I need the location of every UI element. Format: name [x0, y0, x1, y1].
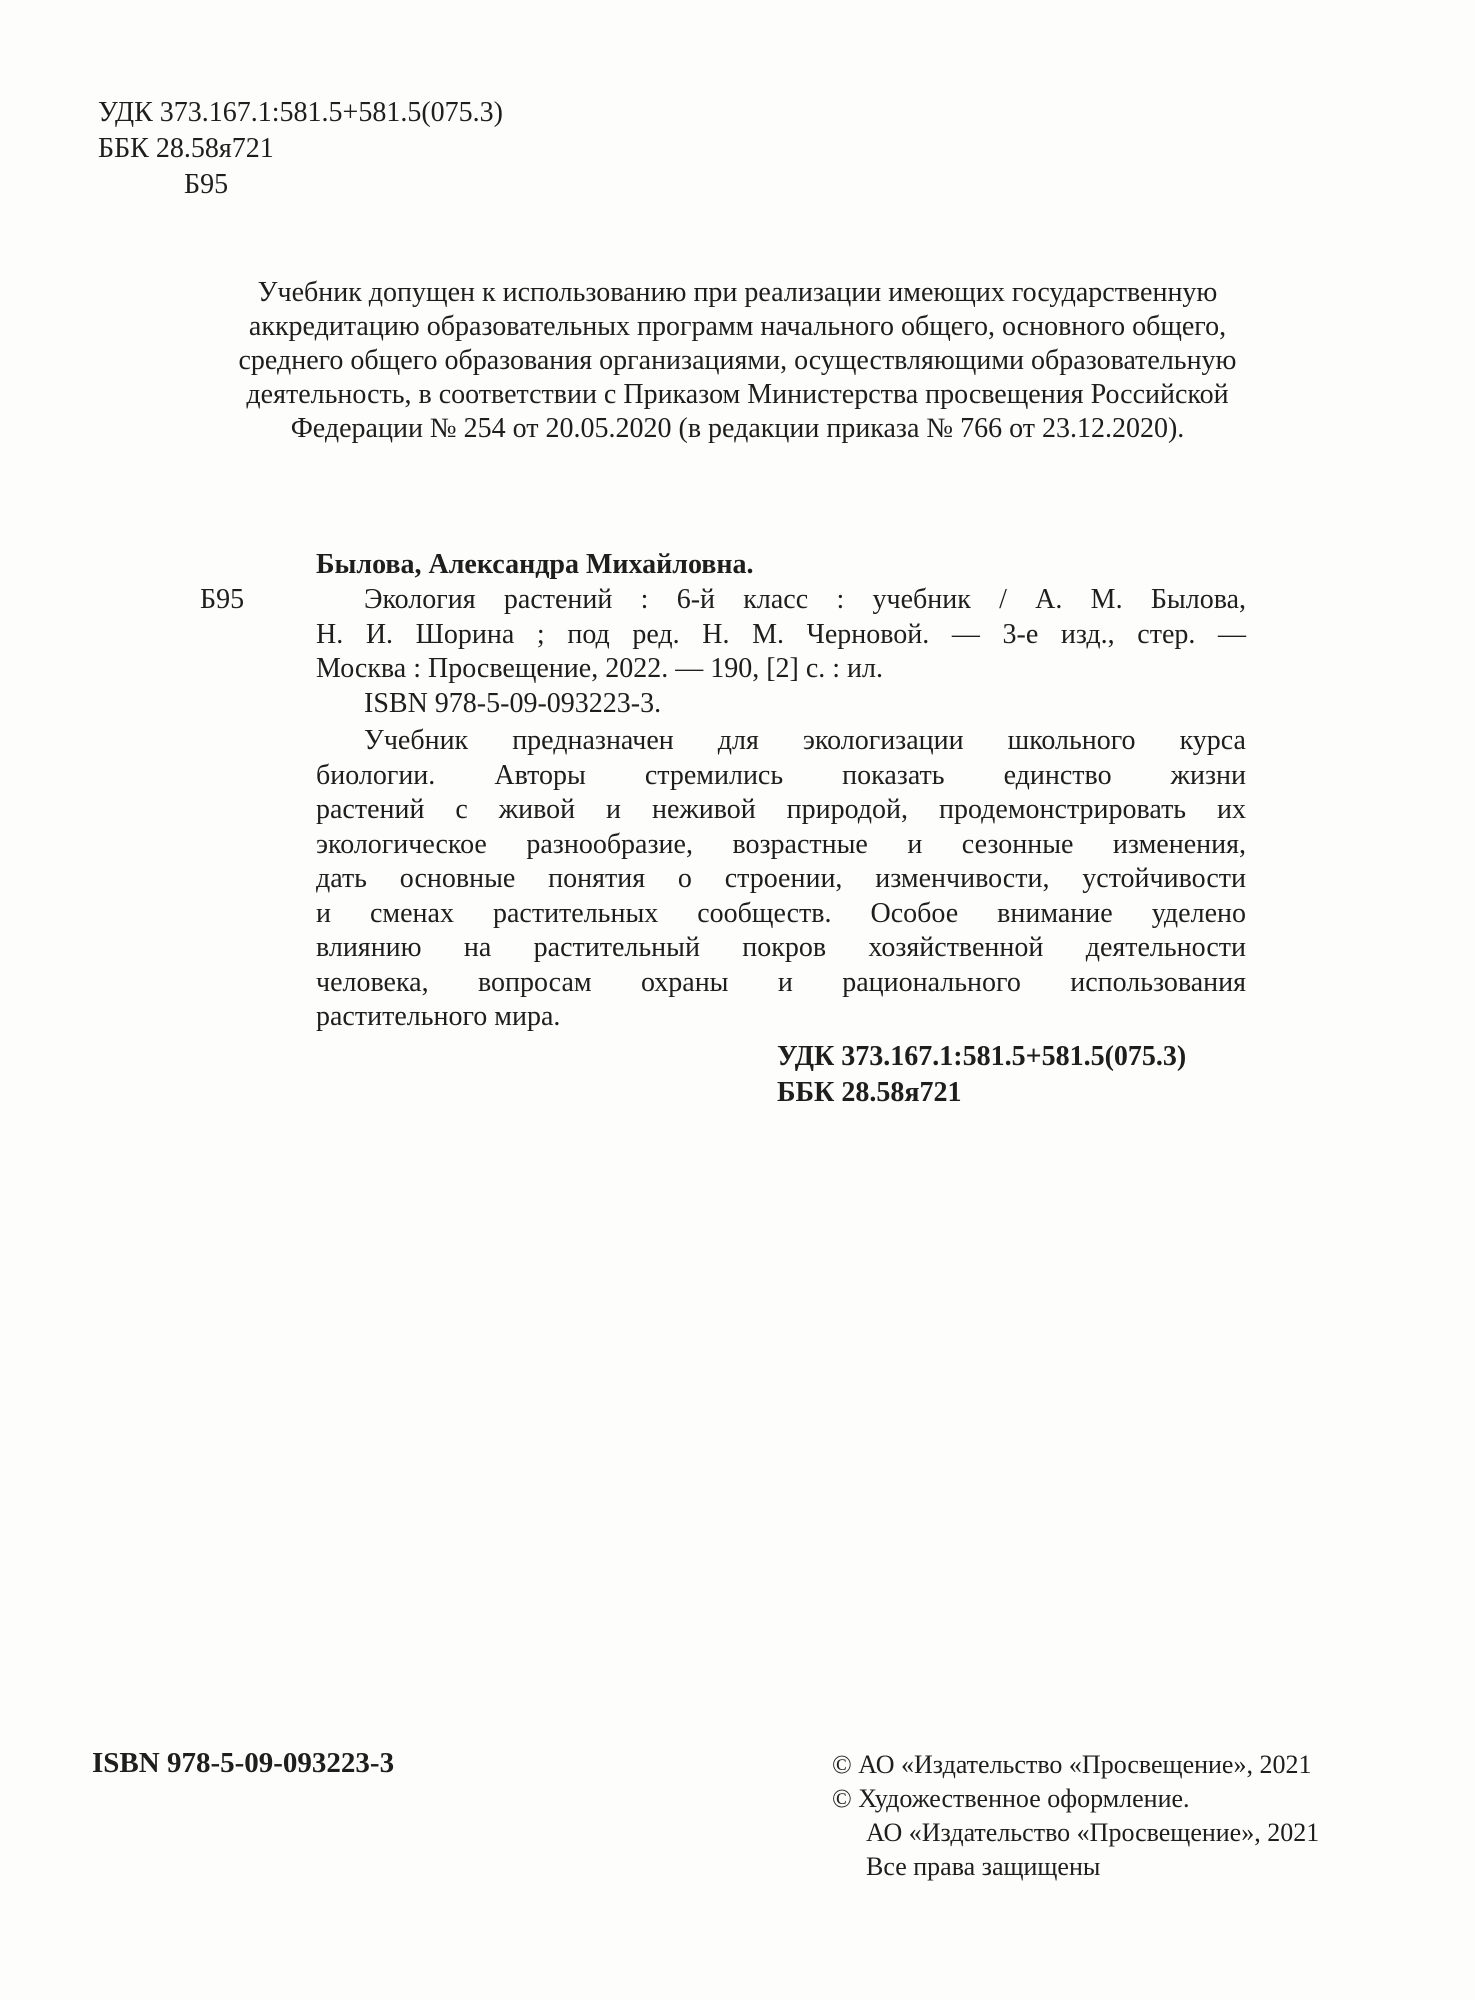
approval-line: аккредитацию образовательных программ начального общего, основного общего,: [248, 311, 1227, 342]
approval-line: Учебник допущен к использованию при реализации имеющих государственную: [257, 277, 1218, 308]
author-heading: Былова, Александра Михайловна.: [316, 549, 754, 580]
annotation-line: человека, вопросам охраны и рационального использования: [316, 966, 1246, 998]
copyright-line: АО «Издательство «Просвещение», 2021: [866, 1818, 1320, 1847]
catalog-bbk: ББК 28.58я721: [777, 1077, 962, 1108]
description-line: Н. И. Шорина ; под ред. Н. М. Черновой. — 3-е изд., стер. —: [316, 618, 1246, 650]
annotation-line: растительного мира.: [316, 1001, 561, 1032]
description-line: Экология растений : 6-й класс : учебник / А. М. Былова,: [364, 584, 1246, 615]
annotation-line: дать основные понятия о строении, изменчивости, устойчивости: [316, 863, 1246, 894]
annotation-line: и сменах растительных сообществ. Особое внимание уделено: [316, 897, 1246, 929]
approval-line: деятельность, в соответствии с Приказом Министерства просвещения Российской: [246, 379, 1229, 410]
copyright-line: © АО «Издательство «Просвещение», 2021: [832, 1750, 1312, 1779]
approval-line: среднего общего образования организациями, осуществляющими образовательную: [238, 345, 1237, 376]
copyright-line: © Художественное оформление.: [832, 1784, 1190, 1813]
header-bbk: ББК 28.58я721: [98, 133, 274, 164]
catalog-description: [316, 583, 1246, 687]
annotation-line: Учебник предназначен для экологизации школьного курса: [364, 725, 1246, 756]
annotation-line: влиянию на растительный покров хозяйственной деятельности: [316, 932, 1246, 963]
catalog-annotation: [316, 724, 1246, 1035]
header-udk: УДК 373.167.1:581.5+581.5(075.3): [98, 97, 503, 128]
annotation-line: экологическое разнообразие, возрастные и сезонные изменения,: [316, 828, 1246, 860]
catalog-udk: УДК 373.167.1:581.5+581.5(075.3): [777, 1041, 1187, 1072]
copyright-line: Все права защищены: [866, 1852, 1101, 1881]
catalog-code: Б95: [200, 584, 245, 615]
header-code: Б95: [184, 169, 229, 200]
approval-line: Федерации № 254 от 20.05.2020 (в редакции приказа № 766 от 23.12.2020).: [290, 413, 1185, 444]
footer-isbn: ISBN 978-5-09-093223-3: [92, 1747, 395, 1779]
annotation-line: растений с живой и неживой природой, продемонстрировать их: [316, 794, 1246, 825]
annotation-line: биологии. Авторы стремились показать единство жизни: [316, 759, 1246, 791]
description-line: Москва : Просвещение, 2022. — 190, [2] с. : ил.: [316, 653, 884, 684]
catalog-isbn: ISBN 978-5-09-093223-3.: [364, 688, 662, 719]
